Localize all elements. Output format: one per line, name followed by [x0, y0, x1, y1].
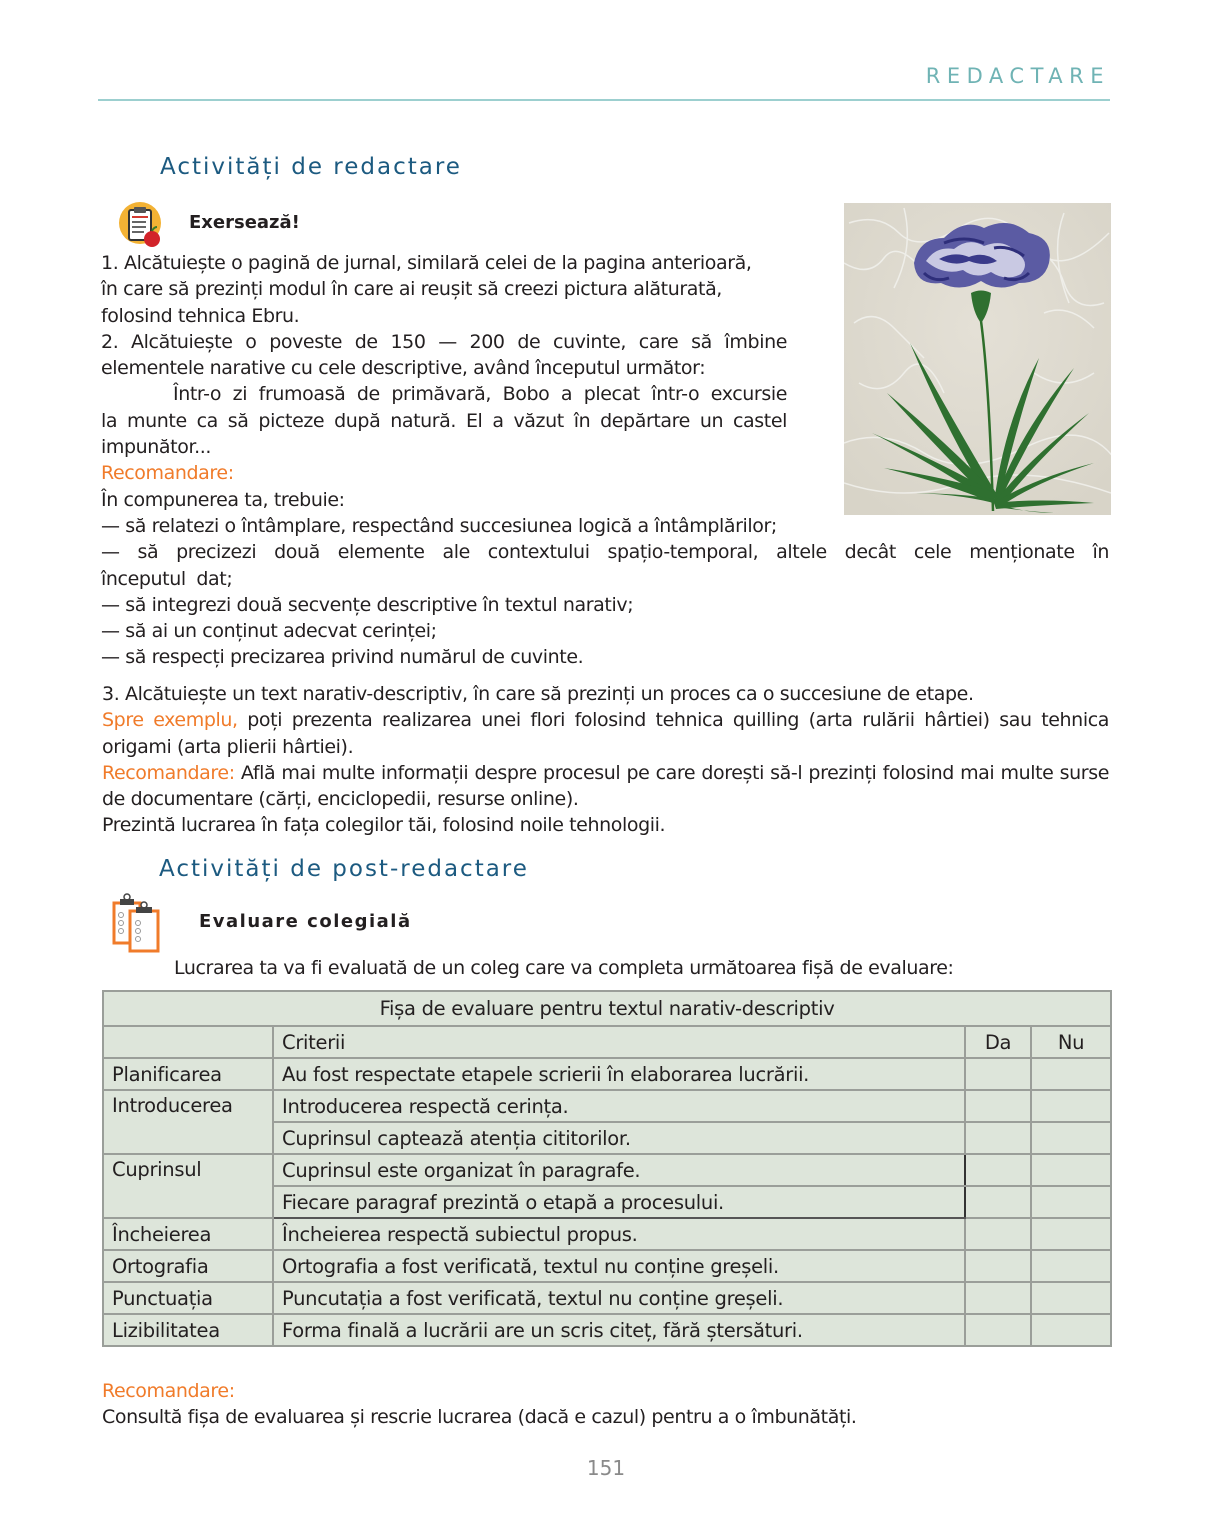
example-label: Spre exemplu,	[102, 709, 238, 732]
peer-evaluation-subhead: Evaluare colegială	[199, 911, 412, 932]
header-cell-nu: Nu	[1031, 1026, 1111, 1058]
recommendation2-paragraph	[102, 760, 1109, 813]
evaluation-table	[102, 990, 1112, 1347]
nu-checkbox-cell[interactable]	[1031, 1058, 1111, 1090]
criteria-cell: Cuprinsul este organizat în paragrafe.	[273, 1154, 965, 1186]
category-cell: Punctuația	[103, 1282, 273, 1314]
table-row	[103, 1250, 1111, 1282]
da-checkbox-cell[interactable]	[965, 1250, 1031, 1282]
final-recommendation-text: Consultă fișa de evaluarea și rescrie lucrarea (dacă e cazul) pentru a o îmbunătăți.	[102, 1406, 857, 1429]
category-cell: Ortografia	[103, 1250, 273, 1282]
requirements-list	[101, 513, 1109, 671]
example-paragraph	[102, 707, 1109, 760]
section-title-redactare: Activități de redactare	[160, 154, 462, 180]
nu-checkbox-cell[interactable]	[1031, 1154, 1111, 1186]
nu-checkbox-cell[interactable]	[1031, 1314, 1111, 1346]
table-row	[103, 1282, 1111, 1314]
example-text: poți prezenta realizarea unei flori folosind tehnica quilling (arta rulării hârtiei) sau tehnica origami (arta plierii hârtiei).	[102, 709, 1109, 758]
table-row	[103, 1314, 1111, 1346]
nu-checkbox-cell[interactable]	[1031, 1186, 1111, 1218]
item1-line: în care să prezinți modul în care ai reușit să creezi pictura alăturată,	[101, 278, 722, 301]
evaluation-intro: Lucrarea ta va fi evaluată de un coleg care va completa următoarea fișă de evaluare:	[174, 957, 954, 979]
criteria-cell: Ortografia a fost verificată, textul nu conține greșeli.	[273, 1250, 965, 1282]
requirement-item: — să ai un conținut adecvat cerinței;	[101, 620, 437, 643]
present-text: Prezintă lucrarea în fața colegilor tăi, folosind noile tehnologii.	[102, 814, 666, 837]
nu-checkbox-cell[interactable]	[1031, 1122, 1111, 1154]
ebru-painting-image	[844, 203, 1111, 515]
criteria-cell: Puncutația a fost verificată, textul nu conține greșeli.	[273, 1282, 965, 1314]
category-cell: Încheierea	[103, 1218, 273, 1250]
category-cell: Cuprinsul	[103, 1154, 273, 1218]
nu-checkbox-cell[interactable]	[1031, 1282, 1111, 1314]
section-title-post-redactare: Activități de post-redactare	[159, 856, 529, 882]
table-header-row	[103, 1026, 1111, 1058]
page-number: 151	[586, 1456, 626, 1480]
requirement-item: — să relatezi o întâmplare, respectând succesiunea logică a întâmplărilor;	[101, 515, 777, 537]
header-rule	[98, 99, 1110, 101]
item3-block	[102, 681, 1109, 839]
story-line: Într-o zi frumoasă de primăvară, Bobo a plecat într-o excursie	[173, 383, 787, 406]
running-head: REDACTARE	[925, 64, 1110, 88]
criteria-cell: Cuprinsul captează atenția cititorilor.	[273, 1122, 965, 1154]
category-cell: Planificarea	[103, 1058, 273, 1090]
recommendation2-text: Află mai multe informații despre procesul pe care dorești să-l prezinți folosind mai multe surse de documentare (cărți, enciclopedii, resurse online).	[102, 761, 1109, 811]
item2-line: 2. Alcătuiește o poveste de 150 — 200 de cuvinte, care să îmbine	[101, 330, 787, 353]
da-checkbox-cell[interactable]	[965, 1218, 1031, 1250]
item1-line: folosind tehnica Ebru.	[101, 304, 300, 327]
clipboard-apple-icon	[118, 201, 166, 249]
table-title: Fișa de evaluare pentru textul narativ-descriptiv	[103, 991, 1111, 1026]
da-checkbox-cell[interactable]	[965, 1090, 1031, 1122]
category-cell: Introducerea	[103, 1090, 273, 1154]
da-checkbox-cell[interactable]	[965, 1058, 1031, 1090]
requirement-item: — să integrezi două secvențe descriptive în textul narativ;	[101, 593, 634, 616]
table-title-row	[103, 991, 1111, 1026]
table-row	[103, 1218, 1111, 1250]
da-checkbox-cell[interactable]	[965, 1154, 1031, 1186]
header-cell-da: Da	[965, 1026, 1031, 1058]
nu-checkbox-cell[interactable]	[1031, 1250, 1111, 1282]
criteria-cell: Încheierea respectă subiectul propus.	[273, 1218, 965, 1250]
table-row	[103, 1058, 1111, 1090]
header-cell-criterii: Criterii	[273, 1026, 965, 1058]
exercise-subhead: Exersează!	[189, 212, 300, 233]
recommendation-intro: În compunerea ta, trebuie:	[101, 488, 345, 511]
requirement-item: — să respecți precizarea privind numărul de cuvinte.	[101, 646, 584, 669]
da-checkbox-cell[interactable]	[965, 1282, 1031, 1314]
item3-text: 3. Alcătuiește un text narativ-descriptiv, în care să prezinți un proces ca o succesiune de etape.	[102, 683, 974, 705]
nu-checkbox-cell[interactable]	[1031, 1090, 1111, 1122]
recommendation-label: Recomandare:	[101, 462, 234, 485]
item1-line: 1. Alcătuiește o pagină de jurnal, similară celei de la pagina anterioară,	[101, 252, 752, 274]
da-checkbox-cell[interactable]	[965, 1186, 1031, 1218]
requirement-item: — să precizezi două elemente ale contextului spațio-temporal, altele decât cele menționate în începutul dat;	[101, 541, 1109, 590]
nu-checkbox-cell[interactable]	[1031, 1218, 1111, 1250]
da-checkbox-cell[interactable]	[965, 1314, 1031, 1346]
criteria-cell: Au fost respectate etapele scrierii în elaborarea lucrării.	[273, 1058, 965, 1090]
da-checkbox-cell[interactable]	[965, 1122, 1031, 1154]
header-cell-empty	[103, 1026, 273, 1058]
final-recommendation	[102, 1378, 857, 1431]
criteria-cell: Forma finală a lucrării are un scris citeț, fără ștersături.	[273, 1314, 965, 1346]
exercise-text-block	[101, 250, 787, 513]
category-cell: Lizibilitatea	[103, 1314, 273, 1346]
item2-line: elementele narative cu cele descriptive, având începutul următor:	[101, 357, 706, 380]
table-row	[103, 1154, 1111, 1186]
criteria-cell: Introducerea respectă cerința.	[273, 1090, 965, 1122]
clipboards-checklist-icon	[108, 893, 168, 953]
table-row	[103, 1090, 1111, 1122]
final-recommendation-label: Recomandare:	[102, 1380, 235, 1402]
criteria-cell: Fiecare paragraf prezintă o etapă a procesului.	[273, 1186, 965, 1218]
story-line: impunător...	[101, 436, 212, 459]
recommendation2-label: Recomandare:	[102, 761, 235, 784]
story-line: la munte ca să picteze după natură. El a văzut în depărtare un castel	[101, 409, 787, 432]
